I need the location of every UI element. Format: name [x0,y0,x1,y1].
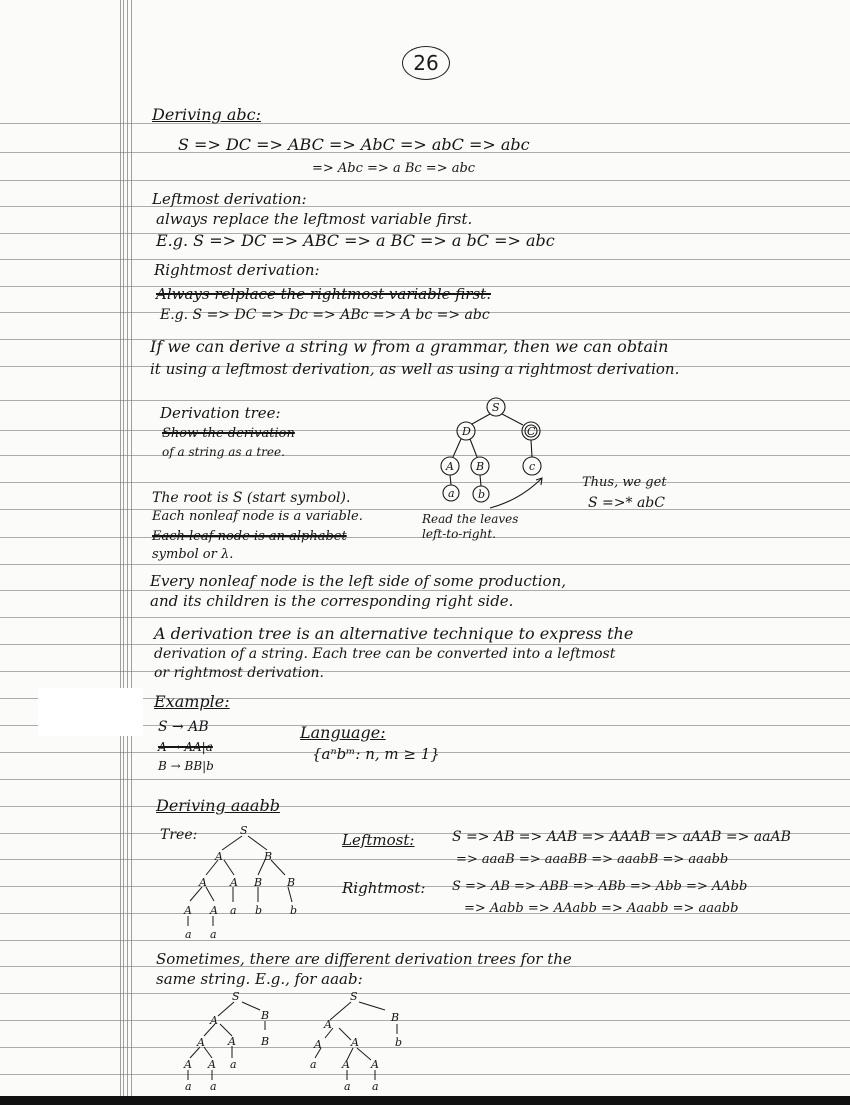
aaab2-node: A [342,1058,350,1071]
aaabb-node: a [230,904,237,917]
rightmost-title: Rightmost derivation: [154,261,320,279]
sometimes-line1: Sometimes, there are different derivation trees for the [156,950,572,968]
aaab2-node: a [372,1080,379,1093]
aaab1-node: B [261,1035,270,1048]
rightmost-description: Always relplace the rightmost variable first. [156,285,491,303]
heading-deriving-abc: Deriving abc: [152,105,261,124]
aaab2-node: a [310,1058,317,1071]
aaabb-node: B [287,876,296,889]
margin-line [120,0,121,1105]
production-B: B → BB|b [158,759,214,773]
aaabb-node: A [215,850,223,863]
derivation-statement-line1: If we can derive a string w from a grammar, then we can obtain [150,337,669,356]
thus-note1: Thus, we get [582,475,667,490]
aaab1-node: A [197,1036,205,1049]
leftmost-description: always replace the leftmost variable first. [156,210,473,228]
margin-line [131,0,132,1105]
tree-node-A: A [446,460,454,473]
aaab1-node: A [184,1058,192,1071]
alternative-line3: or rightmost derivation. [154,665,324,681]
production-A: A → AA|a [158,740,213,754]
aaab-tree-1 [170,988,290,1093]
alternative-line1: A derivation tree is an alternative technique to express the [154,624,634,643]
tree-node-D: D [462,425,471,438]
aaab1-node: A [208,1058,216,1071]
tree-node-B: B [476,460,485,473]
aaab2-node: S [350,990,358,1003]
tree-label: Tree: [160,827,198,843]
margin-line [123,0,124,1105]
aaabb-node: A [184,904,192,917]
aaab2-node: A [314,1038,322,1051]
alternative-line2: derivation of a string. Each tree can be converted into a leftmost [154,646,616,662]
aaabb-node: b [290,904,298,917]
blank-patch [38,688,143,736]
scan-edge [0,1096,850,1105]
aaab1-node: S [232,990,240,1003]
aaabb-node: b [255,904,263,917]
aaab2-node: A [351,1036,359,1049]
aaabb-node: B [264,850,273,863]
tree-node-C: C [527,425,536,438]
leftmost-example: E.g. S => DC => ABC => a BC => a bC => abc [156,231,555,250]
aaab2-node: B [391,1011,400,1024]
aaabb-node: B [254,876,263,889]
read-leaves-note2: left-to-right. [422,527,496,541]
aaab1-node: B [261,1009,270,1022]
aaabb-node: A [230,876,238,889]
leaf-note: Each leaf node is an alphabet [152,529,347,544]
deriving-aaabb-title: Deriving aaabb [156,796,280,815]
read-leaves-note1: Read the leaves [422,512,519,526]
derivation-abc-line2: => Abc => a Bc => abc [312,161,476,176]
language-label: Language: [300,723,386,742]
aaab1-node: a [230,1058,237,1071]
margin-line [127,0,128,1105]
derivation-abc-line1: S => DC => ABC => AbC => abC => abc [178,135,530,154]
rightmost-label: Rightmost: [342,879,426,897]
tree-node-b: b [478,488,486,501]
aaab1-node: A [210,1014,218,1027]
derivation-tree-desc2: of a string as a tree. [162,445,285,459]
leftmost-title: Leftmost derivation: [152,190,307,208]
aaab2-node: A [324,1018,332,1031]
tree-node-S: S [492,401,500,414]
leftmost-aaabb-line1: S => AB => AAB => AAAB => aAAB => aaAB [452,829,791,845]
aaabb-node: a [185,928,192,941]
derivation-tree-title: Derivation tree: [160,404,281,422]
root-note: The root is S (start symbol). [152,490,351,506]
rightmost-aaabb-line2: => Aabb => AAabb => Aaabb => aaabb [464,901,739,916]
aaabb-node: A [199,876,207,889]
aaabb-node: a [210,928,217,941]
nonleaf-statement-line2: and its children is the corresponding right side. [150,592,514,610]
aaab2-node: a [344,1080,351,1093]
aaabb-node: S [240,824,248,837]
nonleaf-statement-line1: Every nonleaf node is the left side of some production, [150,572,567,590]
sometimes-line2: same string. E.g., for aaab: [156,970,363,988]
leaf-note-continued: symbol or λ. [152,547,234,562]
thus-note2: S =>* abC [588,495,665,511]
derivation-statement-line2: it using a leftmost derivation, as well as using a rightmost derivation. [150,360,680,378]
example-title: Example: [154,692,230,711]
rightmost-example: E.g. S => DC => Dc => ABc => A bc => abc [160,307,490,323]
leftmost-label: Leftmost: [342,831,415,849]
production-S: S → AB [158,719,209,735]
aaab2-node: A [371,1058,379,1071]
derivation-tree-desc1: Show the derivation [162,426,295,441]
language-set: {aⁿbᵐ: n, m ≥ 1} [312,745,440,763]
aaab1-node: a [185,1080,192,1093]
aaab1-node: a [210,1080,217,1093]
aaab2-node: b [395,1036,403,1049]
tree-node-a: a [448,487,455,500]
aaab1-node: A [228,1035,236,1048]
aaabb-node: A [210,904,218,917]
rightmost-aaabb-line1: S => AB => ABB => ABb => Abb => AAbb [452,879,748,894]
tree-node-c: c [529,460,536,473]
leftmost-aaabb-line2: => aaaB => aaaBB => aaabB => aaabb [456,852,729,867]
aaabb-tree-diagram [170,820,310,945]
page-number: 26 [402,46,450,80]
nonleaf-note: Each nonleaf node is a variable. [152,509,363,524]
aaab-tree-2 [295,988,415,1093]
